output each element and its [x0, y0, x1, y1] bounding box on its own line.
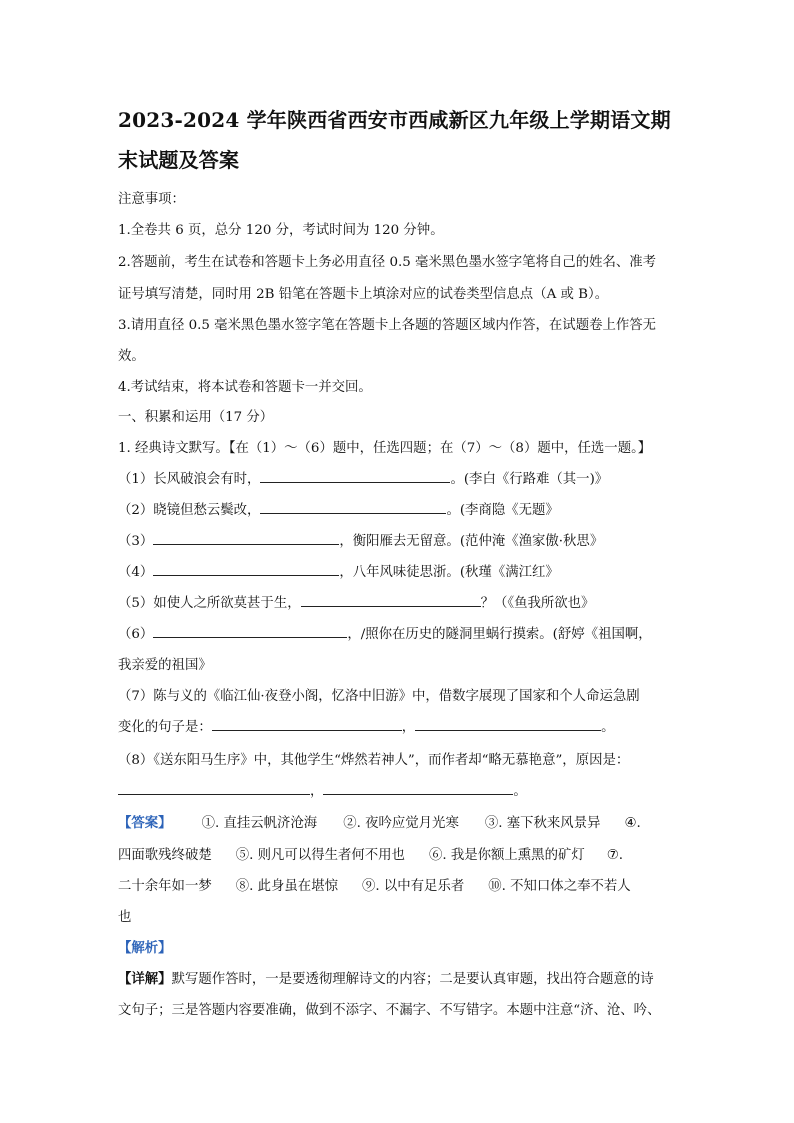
answer-blank — [415, 716, 601, 731]
question-1-part-5 — [118, 592, 678, 611]
part-4-prefix: （4） — [118, 565, 154, 580]
answer-blank — [212, 716, 402, 731]
question-1-part-2 — [118, 499, 678, 518]
answer-blank — [301, 592, 481, 607]
answer-item: ②. 夜吟应觉月光寒 — [343, 816, 459, 831]
question-1-intro: 1. 经典诗文默写。【在（1）～（6）题中，任选四题；在（7）～（8）题中，任选一题。】 — [118, 441, 652, 456]
answer-item: ⑥. 我是你额上熏黑的矿灯 — [428, 848, 585, 863]
answer-item: ⑦. — [606, 848, 624, 863]
part-2-prefix: （2）晓镜但愁云鬓改， — [118, 503, 261, 518]
answer-item: ⑨. 以中有足乐者 — [361, 879, 465, 894]
answer-blank — [153, 623, 347, 638]
answer-item: 四面歌残终破楚 — [118, 848, 212, 863]
part-7-end: 。 — [601, 720, 615, 735]
part-4-suffix: ，八年风味徒思浙。(秋瑾《满江红》 — [339, 565, 559, 580]
answer-line-4: 也 — [118, 910, 132, 925]
answer-line-3 — [118, 875, 678, 894]
answer-blank — [153, 561, 339, 576]
doc-title-line2: 末试题及答案 — [118, 148, 240, 172]
notice-item-2-line1: 2.答题前，考生在试卷和答题卡上务必用直径 0.5 毫米黑色墨水签字笔将自己的姓名、准考 — [118, 255, 657, 270]
notice-item-2-line2: 证号填写清楚，同时用 2B 铅笔在答题卡上填涂对应的试卷类型信息点（A 或 B）。 — [118, 287, 609, 302]
part-6-suffix: ，/照你在历史的隧洞里蜗行摸索。(舒婷《祖国啊， — [347, 627, 652, 642]
part-7-separator: ， — [401, 720, 416, 735]
question-1-part-6-cont: 我亲爱的祖国》 — [118, 658, 212, 673]
question-1-part-4 — [118, 561, 678, 580]
question-1-part-8-line2 — [118, 780, 678, 799]
notice-item-3-line1: 3.请用直径 0.5 毫米黑色墨水签字笔在答题卡上各题的答题区域内作答，在试题卷上作答无 — [118, 318, 657, 333]
detail-label: 【详解】 — [118, 971, 172, 987]
answer-item: ①. 直挂云帆济沧海 — [201, 816, 318, 831]
answer-line-1 — [118, 812, 678, 831]
answer-item: ③. 塞下秋来风景异 — [484, 816, 601, 831]
part-8-end: 。 — [513, 784, 527, 799]
doc-title-line1: 2023-2024 学年陕西省西安市西咸新区九年级上学期语文期 — [118, 108, 671, 132]
answer-item: ⑤. 则凡可以得生者何不用也 — [235, 848, 405, 863]
answer-blank — [323, 780, 513, 795]
answer-item: ④. — [624, 816, 641, 831]
question-1-part-1 — [118, 468, 678, 487]
part-7-prefix: 变化的句子是： — [118, 720, 212, 735]
part-8-separator: ， — [310, 784, 324, 799]
part-5-prefix: （5）如使人之所欲莫甚于生， — [118, 596, 301, 611]
answer-item: 二十余年如一梦 — [118, 879, 212, 894]
notice-heading: 注意事项： — [118, 192, 185, 207]
notice-item-4: 4.考试结束，将本试卷和答题卡一并交回。 — [118, 380, 372, 395]
question-1-part-6 — [118, 623, 678, 642]
question-1-part-7-line1: （7）陈与义的《临江仙·夜登小阁，忆洛中旧游》中，借数字展现了国家和个人命运急剧 — [118, 689, 640, 704]
notice-item-3-line2: 效。 — [118, 349, 145, 364]
question-1-part-8-line1: （8）《送东阳马生序》中，其他学生“烨然若神人”，而作者却“略无慕艳意”，原因是： — [118, 753, 630, 768]
section-heading: 一、积累和运用（17 分） — [118, 410, 274, 425]
answer-blank — [260, 499, 446, 514]
answer-label: 【答案】 — [118, 815, 172, 831]
part-6-prefix: （6） — [118, 627, 154, 642]
part-1-prefix: （1）长风破浪会有时， — [118, 472, 261, 487]
part-1-suffix: 。(李白《行路难（其一)》 — [450, 472, 609, 487]
answer-item: ⑧. 此身虽在堪惊 — [235, 879, 338, 894]
part-3-suffix: ，衡阳雁去无留意。(范仲淹《渔家傲·秋思》 — [339, 534, 604, 549]
answer-item: ⑩. 不知口体之奉不若人 — [488, 879, 631, 894]
answer-blank — [260, 468, 450, 483]
part-5-suffix: ？（《鱼我所欲也》 — [480, 596, 595, 611]
question-1-part-7-line2 — [118, 716, 678, 735]
answer-line-2 — [118, 844, 678, 863]
part-2-suffix: 。(李商隐《无题》 — [446, 503, 559, 518]
answer-blank — [118, 780, 310, 795]
notice-item-1: 1.全卷共 6 页，总分 120 分，考试时间为 120 分钟。 — [118, 223, 444, 238]
part-3-prefix: （3） — [118, 534, 154, 549]
analysis-label: 【解析】 — [118, 940, 172, 956]
analysis-line-1 — [118, 968, 678, 987]
analysis-text: 默写题作答时，一是要透彻理解诗文的内容；二是要认真审题，找出符合题意的诗 — [171, 972, 654, 987]
question-1-part-3 — [118, 530, 678, 549]
analysis-line-2: 文句子；三是答题内容要准确，做到不添字、不漏字、不写错字。本题中注意“济、沧、吟、 — [118, 1003, 661, 1018]
answer-blank — [153, 530, 339, 545]
